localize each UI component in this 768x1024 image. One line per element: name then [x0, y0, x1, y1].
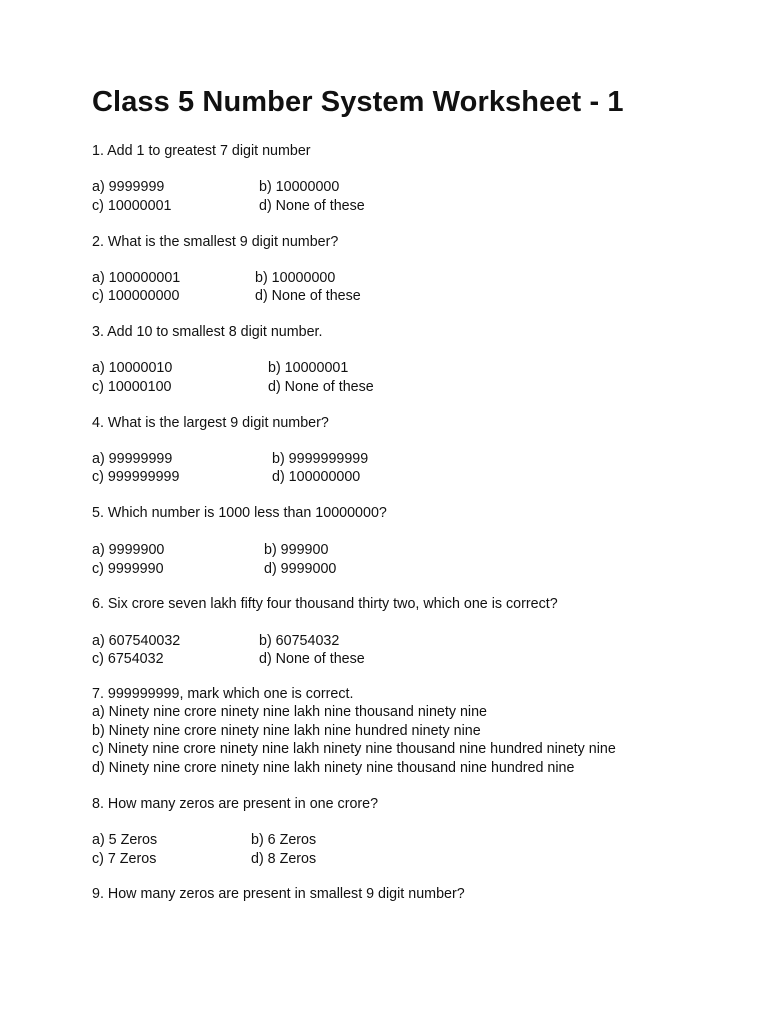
question-8-text: 8. How many zeros are present in one crore?	[92, 796, 379, 812]
question-6-option-d: d) None of these	[259, 651, 365, 667]
question-9-text: 9. How many zeros are present in smallest 9 digit number?	[92, 886, 465, 902]
question-3-option-d: d) None of these	[268, 379, 374, 395]
question-3-option-b: b) 10000001	[268, 360, 349, 376]
question-4-option-d: d) 100000000	[272, 469, 361, 485]
question-1-text: 1. Add 1 to greatest 7 digit number	[92, 143, 311, 159]
question-1-option-d: d) None of these	[259, 198, 365, 214]
question-1-option-a: a) 9999999	[92, 179, 165, 195]
question-8-option-a: a) 5 Zeros	[92, 832, 158, 848]
question-1-option-c: c) 10000001	[92, 198, 172, 214]
question-2-option-d: d) None of these	[255, 288, 361, 304]
question-5-option-a: a) 9999900	[92, 542, 165, 558]
question-7-option-a: a) Ninety nine crore ninety nine lakh nine thousand ninety nine	[92, 704, 488, 720]
worksheet-title: Class 5 Number System Worksheet - 1	[92, 86, 624, 118]
question-4-option-a: a) 99999999	[92, 451, 173, 467]
question-5-text: 5. Which number is 1000 less than 10000000?	[92, 505, 387, 521]
question-4-option-b: b) 9999999999	[272, 451, 369, 467]
question-6-option-c: c) 6754032	[92, 651, 164, 667]
question-5-option-c: c) 9999990	[92, 561, 164, 577]
question-8-option-b: b) 6 Zeros	[251, 832, 317, 848]
question-4-text: 4. What is the largest 9 digit number?	[92, 415, 329, 431]
question-6-option-b: b) 60754032	[259, 633, 340, 649]
question-6-option-a: a) 607540032	[92, 633, 181, 649]
question-3-option-c: c) 10000100	[92, 379, 172, 395]
question-4-option-c: c) 999999999	[92, 469, 180, 485]
question-7-option-b: b) Ninety nine crore ninety nine lakh nine hundred ninety nine	[92, 723, 481, 739]
question-7-text: 7. 999999999, mark which one is correct.	[92, 686, 354, 702]
question-3-text: 3. Add 10 to smallest 8 digit number.	[92, 324, 323, 340]
question-7-option-d: d) Ninety nine crore ninety nine lakh ninety nine thousand nine hundred nine	[92, 760, 575, 776]
question-2-option-a: a) 100000001	[92, 270, 181, 286]
question-2-text: 2. What is the smallest 9 digit number?	[92, 234, 339, 250]
question-1-option-b: b) 10000000	[259, 179, 340, 195]
question-2-option-b: b) 10000000	[255, 270, 336, 286]
question-6-text: 6. Six crore seven lakh fifty four thousand thirty two, which one is correct?	[92, 596, 558, 612]
question-8-option-d: d) 8 Zeros	[251, 851, 317, 867]
question-7-option-c: c) Ninety nine crore ninety nine lakh ninety nine thousand nine hundred ninety nine	[92, 741, 616, 757]
question-5-option-d: d) 9999000	[264, 561, 337, 577]
question-8-option-c: c) 7 Zeros	[92, 851, 157, 867]
question-5-option-b: b) 999900	[264, 542, 329, 558]
question-2-option-c: c) 100000000	[92, 288, 180, 304]
question-3-option-a: a) 10000010	[92, 360, 173, 376]
